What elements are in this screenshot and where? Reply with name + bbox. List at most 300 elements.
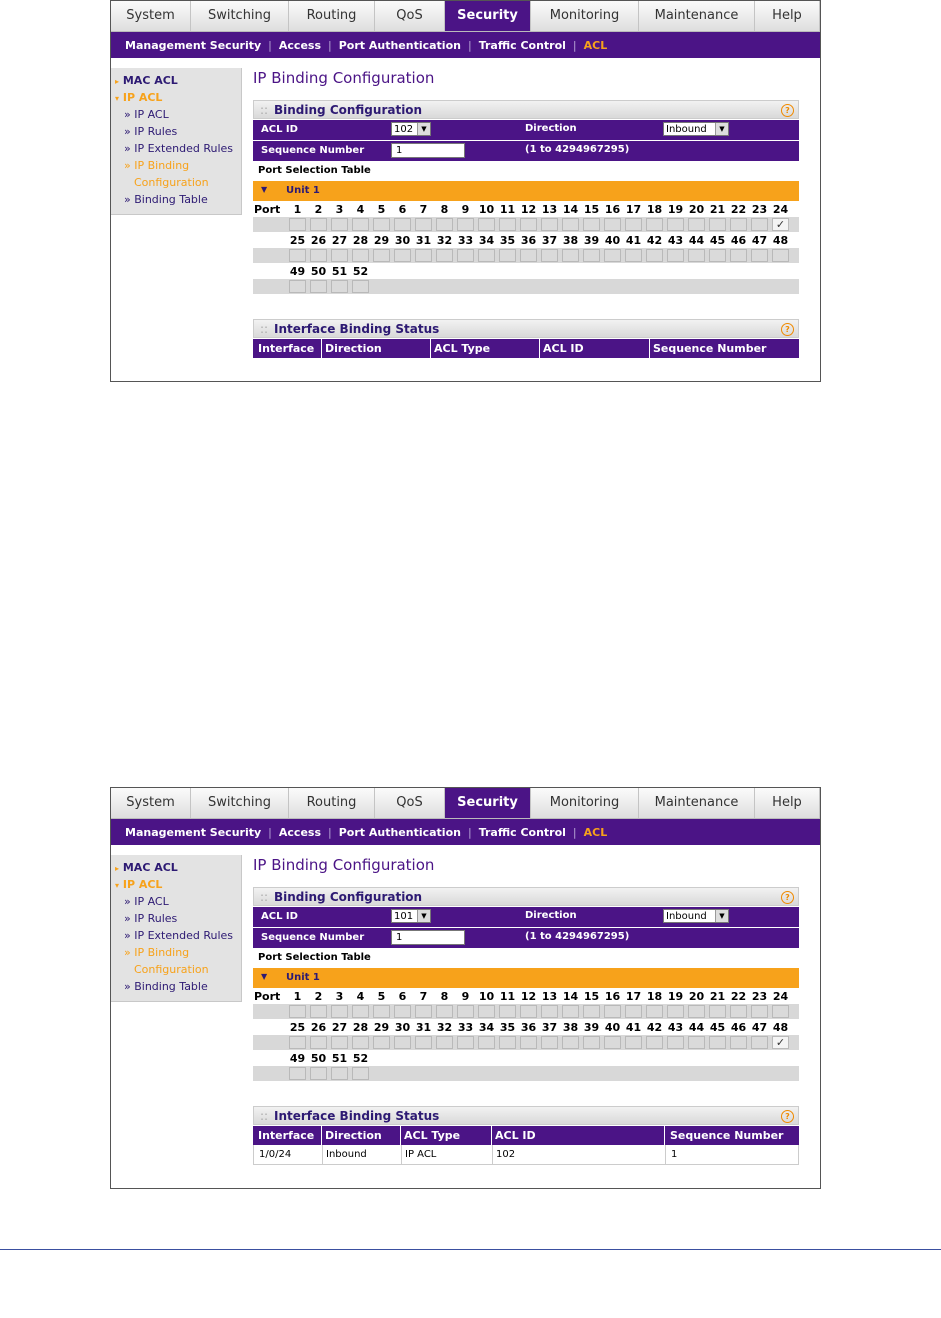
column-divider — [400, 1126, 401, 1145]
port-checkbox[interactable] — [583, 1036, 600, 1049]
column-divider — [665, 1145, 666, 1164]
port-checkbox[interactable] — [331, 249, 348, 262]
tab-qos[interactable]: QoS — [375, 1, 445, 31]
port-number: 2 — [314, 990, 323, 1003]
port-checkbox[interactable] — [289, 280, 306, 293]
sequence-input[interactable]: 1 — [391, 930, 465, 945]
direction-label: Direction — [525, 910, 577, 921]
tab-routing[interactable]: Routing — [289, 788, 375, 818]
port-number: 23 — [751, 990, 768, 1003]
help-icon[interactable]: ? — [781, 891, 794, 904]
port-grid — [253, 201, 799, 294]
port-number: 28 — [352, 1021, 369, 1034]
section-title: Interface Binding Status — [274, 322, 440, 336]
port-number: 28 — [352, 234, 369, 247]
tab-help[interactable]: Help — [755, 1, 820, 31]
port-checkbox[interactable] — [751, 1036, 768, 1049]
port-number: 39 — [583, 1021, 600, 1034]
main-content — [253, 855, 799, 1165]
port-checkbox[interactable] — [289, 218, 306, 231]
column-divider — [430, 339, 431, 358]
port-checkbox[interactable] — [436, 249, 453, 262]
port-checkbox[interactable] — [436, 1036, 453, 1049]
port-number: 37 — [541, 234, 558, 247]
port-checkbox[interactable] — [310, 1036, 327, 1049]
tab-system[interactable]: System — [111, 1, 191, 31]
port-label: Port — [254, 990, 281, 1003]
column-divider — [321, 339, 322, 358]
sequence-row — [253, 141, 799, 161]
port-checkbox[interactable] — [583, 218, 600, 231]
subnav-traffic-control[interactable]: Traffic Control — [478, 38, 566, 52]
port-checkbox[interactable] — [604, 218, 621, 231]
port-checkbox-row — [253, 217, 799, 232]
port-checkbox[interactable] — [625, 249, 642, 262]
port-number: 6 — [398, 203, 407, 216]
port-checkbox[interactable] — [457, 1005, 474, 1018]
port-selection-title: Port Selection Table — [258, 952, 371, 963]
port-checkbox[interactable] — [352, 1005, 369, 1018]
port-number: 17 — [625, 203, 642, 216]
port-checkbox[interactable] — [331, 1036, 348, 1049]
table-row[interactable] — [253, 1145, 799, 1165]
port-checkbox[interactable] — [730, 1005, 747, 1018]
column-divider — [491, 1126, 492, 1145]
port-number: 44 — [688, 1021, 705, 1034]
port-number: 40 — [604, 234, 621, 247]
collapse-icon[interactable]: ▼ — [261, 185, 268, 194]
acl-id-row — [253, 120, 799, 140]
port-number: 45 — [709, 1021, 726, 1034]
side-item-ip-binding[interactable]: » IP Binding — [124, 159, 190, 172]
port-checkbox[interactable]: ✓ — [772, 218, 789, 231]
subnav-acl[interactable]: ACL — [583, 825, 608, 839]
port-number: 51 — [331, 265, 348, 278]
sub-navigation: Management Security | Access | Port Authentication | Traffic Control | ACL — [111, 32, 820, 58]
collapse-icon[interactable]: ▼ — [261, 972, 268, 981]
side-item-label: MAC ACL — [122, 861, 178, 874]
tab-monitoring[interactable]: Monitoring — [531, 788, 639, 818]
col-acl-id-header[interactable]: ACL ID — [495, 1129, 536, 1142]
tab-switching[interactable]: Switching — [191, 1, 289, 31]
port-checkbox[interactable] — [310, 218, 327, 231]
port-checkbox[interactable] — [373, 1005, 390, 1018]
port-checkbox[interactable] — [310, 1005, 327, 1018]
port-checkbox[interactable] — [562, 218, 579, 231]
unit-row[interactable] — [253, 181, 799, 201]
help-icon[interactable]: ? — [781, 1110, 794, 1123]
port-checkbox[interactable] — [604, 249, 621, 262]
port-checkbox[interactable] — [772, 249, 789, 262]
subnav-management-security[interactable]: Management Security — [125, 825, 262, 839]
subnav-access[interactable]: Access — [278, 825, 321, 839]
acl-id-select[interactable] — [391, 122, 431, 136]
port-number: 21 — [709, 203, 726, 216]
side-item-ip-rules[interactable]: » IP Rules — [124, 912, 178, 925]
port-number: 38 — [562, 1021, 579, 1034]
port-checkbox[interactable] — [373, 249, 390, 262]
port-checkbox[interactable] — [457, 249, 474, 262]
port-number: 37 — [541, 1021, 558, 1034]
acl-id-value: 102 — [394, 124, 414, 135]
port-checkbox[interactable] — [520, 218, 537, 231]
port-number: 27 — [331, 1021, 348, 1034]
port-number-row — [253, 988, 799, 1004]
side-item-ip-binding-cont[interactable]: Configuration — [134, 176, 209, 189]
port-checkbox[interactable] — [352, 249, 369, 262]
port-checkbox[interactable] — [541, 249, 558, 262]
port-checkbox[interactable] — [310, 1067, 327, 1080]
port-checkbox[interactable] — [331, 218, 348, 231]
tab-help[interactable]: Help — [755, 788, 820, 818]
tab-maintenance[interactable]: Maintenance — [639, 788, 755, 818]
port-checkbox[interactable] — [394, 1005, 411, 1018]
port-checkbox[interactable] — [709, 1005, 726, 1018]
port-checkbox[interactable] — [625, 1005, 642, 1018]
port-checkbox[interactable] — [520, 1005, 537, 1018]
col-direction-header[interactable]: Direction — [325, 1129, 382, 1142]
acl-id-label: ACL ID — [261, 124, 298, 135]
status-table-body — [253, 1145, 799, 1165]
chevron-down-icon: ▼ — [417, 910, 430, 922]
port-number: 26 — [310, 1021, 327, 1034]
port-checkbox[interactable] — [331, 280, 348, 293]
port-number: 30 — [394, 1021, 411, 1034]
port-number: 49 — [289, 1052, 306, 1065]
subnav-traffic-control[interactable]: Traffic Control — [478, 825, 566, 839]
port-checkbox[interactable] — [394, 249, 411, 262]
binding-config-header: :: Binding Configuration ? — [253, 887, 799, 906]
binding-status-header: :: Interface Binding Status ? — [253, 319, 799, 338]
port-number-row — [253, 263, 799, 279]
col-sequence-number-header[interactable]: Sequence Number — [670, 1129, 784, 1142]
port-checkbox[interactable] — [310, 249, 327, 262]
port-checkbox[interactable] — [604, 1036, 621, 1049]
tab-maintenance[interactable]: Maintenance — [639, 1, 755, 31]
port-checkbox[interactable] — [415, 218, 432, 231]
port-checkbox[interactable] — [730, 1036, 747, 1049]
top-tab-bar — [111, 1, 820, 32]
port-number: 50 — [310, 265, 327, 278]
port-checkbox[interactable] — [478, 1005, 495, 1018]
port-checkbox[interactable] — [604, 1005, 621, 1018]
port-number: 44 — [688, 234, 705, 247]
port-number: 18 — [646, 203, 663, 216]
port-number: 38 — [562, 234, 579, 247]
port-checkbox[interactable] — [331, 1005, 348, 1018]
direction-select[interactable] — [663, 909, 729, 923]
port-number: 41 — [625, 234, 642, 247]
help-icon[interactable]: ? — [781, 104, 794, 117]
port-checkbox[interactable] — [688, 1005, 705, 1018]
port-checkbox[interactable] — [352, 1036, 369, 1049]
chevron-down-icon: ▼ — [715, 910, 728, 922]
port-checkbox[interactable] — [520, 1036, 537, 1049]
side-item-ip-acl-group[interactable]: ▾ IP ACL — [115, 91, 163, 104]
sequence-range-hint: (1 to 4294967295) — [525, 931, 630, 942]
col-interface-header[interactable]: Interface — [258, 342, 315, 355]
port-checkbox[interactable] — [373, 218, 390, 231]
section-title: Binding Configuration — [274, 890, 423, 904]
side-item-label: IP ACL — [122, 878, 163, 891]
port-number: 31 — [415, 234, 432, 247]
port-checkbox[interactable] — [730, 218, 747, 231]
port-checkbox[interactable] — [436, 218, 453, 231]
port-checkbox[interactable] — [646, 1005, 663, 1018]
port-checkbox[interactable] — [709, 1036, 726, 1049]
port-number: 1 — [293, 203, 302, 216]
port-checkbox[interactable] — [730, 249, 747, 262]
port-number: 10 — [478, 990, 495, 1003]
port-number: 14 — [562, 990, 579, 1003]
sequence-label: Sequence Number — [261, 145, 365, 156]
port-number: 7 — [419, 203, 428, 216]
port-checkbox[interactable] — [667, 218, 684, 231]
port-checkbox[interactable] — [646, 249, 663, 262]
tab-routing[interactable]: Routing — [289, 1, 375, 31]
port-number: 9 — [461, 203, 470, 216]
col-acl-type-header[interactable]: ACL Type — [404, 1129, 461, 1142]
col-acl-id-header[interactable]: ACL ID — [543, 342, 584, 355]
port-checkbox[interactable] — [478, 218, 495, 231]
subnav-acl[interactable]: ACL — [583, 38, 608, 52]
section-title: Interface Binding Status — [274, 1109, 440, 1123]
unit-row[interactable] — [253, 968, 799, 988]
port-checkbox[interactable] — [394, 1036, 411, 1049]
cell-direction: Inbound — [326, 1149, 367, 1160]
port-number: 35 — [499, 234, 516, 247]
port-number: 19 — [667, 990, 684, 1003]
page-title: IP Binding Configuration — [253, 856, 435, 874]
port-number: 15 — [583, 203, 600, 216]
port-number: 34 — [478, 1021, 495, 1034]
sub-navigation: Management Security | Access | Port Authentication | Traffic Control | ACL — [111, 819, 820, 845]
port-number: 11 — [499, 990, 516, 1003]
port-checkbox[interactable] — [499, 1005, 516, 1018]
port-checkbox[interactable] — [457, 1036, 474, 1049]
side-item-binding-table[interactable]: » Binding Table — [124, 193, 208, 206]
port-number: 39 — [583, 234, 600, 247]
port-number: 42 — [646, 1021, 663, 1034]
port-number: 8 — [440, 203, 449, 216]
port-label: Port — [254, 203, 281, 216]
port-number: 51 — [331, 1052, 348, 1065]
unit-label: Unit 1 — [286, 972, 320, 983]
port-number: 32 — [436, 234, 453, 247]
port-checkbox[interactable] — [688, 218, 705, 231]
port-number: 35 — [499, 1021, 516, 1034]
cell-sequence: 1 — [671, 1149, 678, 1160]
side-item-mac-acl[interactable]: ▸ MAC ACL — [115, 74, 178, 87]
port-checkbox-row — [253, 248, 799, 263]
port-checkbox[interactable] — [457, 218, 474, 231]
port-checkbox[interactable] — [478, 249, 495, 262]
column-divider — [492, 1145, 493, 1164]
column-divider — [401, 1145, 402, 1164]
port-number: 43 — [667, 1021, 684, 1034]
port-checkbox[interactable] — [583, 1005, 600, 1018]
tab-monitoring[interactable]: Monitoring — [531, 1, 639, 31]
side-item-ip-binding[interactable]: » IP Binding — [124, 946, 190, 959]
port-number: 43 — [667, 234, 684, 247]
port-number: 22 — [730, 990, 747, 1003]
tab-system[interactable]: System — [111, 788, 191, 818]
column-divider — [321, 1126, 322, 1145]
port-number: 47 — [751, 1021, 768, 1034]
binding-config-header: :: Binding Configuration ? — [253, 100, 799, 119]
subnav-port-authentication[interactable]: Port Authentication — [338, 825, 461, 839]
port-number: 19 — [667, 203, 684, 216]
port-checkbox[interactable] — [562, 1005, 579, 1018]
page-footer-rule — [0, 1249, 941, 1250]
col-direction-header[interactable]: Direction — [325, 342, 382, 355]
port-checkbox[interactable] — [772, 1005, 789, 1018]
port-checkbox[interactable] — [541, 1005, 558, 1018]
port-checkbox[interactable] — [562, 249, 579, 262]
port-number: 36 — [520, 1021, 537, 1034]
port-checkbox[interactable] — [541, 1036, 558, 1049]
port-number: 15 — [583, 990, 600, 1003]
port-checkbox[interactable] — [751, 218, 768, 231]
port-number: 25 — [289, 234, 306, 247]
port-checkbox[interactable] — [352, 280, 369, 293]
port-checkbox[interactable] — [520, 249, 537, 262]
port-checkbox[interactable] — [646, 1036, 663, 1049]
port-checkbox[interactable] — [541, 218, 558, 231]
port-number-row — [253, 232, 799, 248]
port-checkbox[interactable] — [667, 1005, 684, 1018]
port-number: 13 — [541, 990, 558, 1003]
port-checkbox[interactable] — [289, 249, 306, 262]
sequence-input[interactable]: 1 — [391, 143, 465, 158]
port-number: 46 — [730, 234, 747, 247]
port-checkbox[interactable] — [436, 1005, 453, 1018]
screenshot-before-binding — [110, 0, 821, 382]
port-number: 12 — [520, 990, 537, 1003]
port-checkbox[interactable] — [499, 1036, 516, 1049]
port-checkbox-row — [253, 1004, 799, 1019]
port-checkbox[interactable] — [415, 1005, 432, 1018]
port-checkbox[interactable] — [352, 1067, 369, 1080]
port-checkbox[interactable] — [583, 249, 600, 262]
tab-security[interactable]: Security — [445, 788, 531, 818]
col-sequence-number-header[interactable]: Sequence Number — [653, 342, 767, 355]
port-checkbox[interactable] — [625, 218, 642, 231]
port-checkbox[interactable] — [499, 249, 516, 262]
direction-label: Direction — [525, 123, 577, 134]
side-item-ip-acl[interactable]: » IP ACL — [124, 895, 169, 908]
port-checkbox[interactable] — [688, 1036, 705, 1049]
side-item-ip-extended-rules[interactable]: » IP Extended Rules — [124, 929, 234, 942]
port-checkbox[interactable] — [289, 1005, 306, 1018]
port-checkbox[interactable] — [709, 218, 726, 231]
tab-security[interactable]: Security — [445, 1, 531, 31]
port-number: 4 — [356, 990, 365, 1003]
sequence-row — [253, 928, 799, 948]
port-number: 22 — [730, 203, 747, 216]
col-acl-type-header[interactable]: ACL Type — [434, 342, 491, 355]
port-number: 29 — [373, 234, 390, 247]
port-checkbox[interactable] — [478, 1036, 495, 1049]
tab-qos[interactable]: QoS — [375, 788, 445, 818]
side-item-ip-rules[interactable]: » IP Rules — [124, 125, 178, 138]
side-item-ip-binding-cont[interactable]: Configuration — [134, 963, 209, 976]
port-number: 6 — [398, 990, 407, 1003]
section-title: Binding Configuration — [274, 103, 423, 117]
port-checkbox[interactable] — [625, 1036, 642, 1049]
binding-status-header: :: Interface Binding Status ? — [253, 1106, 799, 1125]
side-item-ip-acl[interactable]: » IP ACL — [124, 108, 169, 121]
cell-acl_type: IP ACL — [405, 1149, 437, 1160]
acl-id-value: 101 — [394, 911, 414, 922]
subnav-port-authentication[interactable]: Port Authentication — [338, 38, 461, 52]
port-checkbox[interactable] — [688, 249, 705, 262]
port-checkbox[interactable] — [331, 1067, 348, 1080]
port-number: 18 — [646, 990, 663, 1003]
port-checkbox[interactable] — [646, 218, 663, 231]
port-checkbox[interactable] — [751, 249, 768, 262]
port-number: 52 — [352, 265, 369, 278]
port-checkbox[interactable] — [415, 249, 432, 262]
port-checkbox[interactable] — [415, 1036, 432, 1049]
tab-switching[interactable]: Switching — [191, 788, 289, 818]
port-checkbox[interactable] — [751, 1005, 768, 1018]
side-item-mac-acl[interactable]: ▸ MAC ACL — [115, 861, 178, 874]
screenshot-after-binding — [110, 787, 821, 1189]
port-checkbox[interactable] — [499, 218, 516, 231]
sequence-range-hint: (1 to 4294967295) — [525, 144, 630, 155]
port-number: 20 — [688, 990, 705, 1003]
direction-value: Inbound — [666, 911, 707, 922]
side-item-ip-acl-group[interactable]: ▾ IP ACL — [115, 878, 163, 891]
port-checkbox[interactable] — [562, 1036, 579, 1049]
port-checkbox[interactable] — [352, 218, 369, 231]
side-item-binding-table[interactable]: » Binding Table — [124, 980, 208, 993]
acl-id-select[interactable] — [391, 909, 431, 923]
port-number: 33 — [457, 1021, 474, 1034]
direction-select[interactable] — [663, 122, 729, 136]
port-number: 49 — [289, 265, 306, 278]
port-number-row — [253, 1019, 799, 1035]
col-interface-header[interactable]: Interface — [258, 1129, 315, 1142]
port-number: 1 — [293, 990, 302, 1003]
side-item-label: MAC ACL — [122, 74, 178, 87]
port-number: 12 — [520, 203, 537, 216]
port-checkbox[interactable]: ✓ — [772, 1036, 789, 1049]
port-checkbox[interactable] — [709, 249, 726, 262]
help-icon[interactable]: ? — [781, 323, 794, 336]
port-number: 26 — [310, 234, 327, 247]
port-number-row — [253, 1050, 799, 1066]
port-checkbox[interactable] — [310, 280, 327, 293]
port-checkbox[interactable] — [667, 249, 684, 262]
port-checkbox[interactable] — [289, 1067, 306, 1080]
port-checkbox[interactable] — [394, 218, 411, 231]
subnav-management-security[interactable]: Management Security — [125, 38, 262, 52]
subnav-access[interactable]: Access — [278, 38, 321, 52]
port-number: 31 — [415, 1021, 432, 1034]
port-checkbox[interactable] — [289, 1036, 306, 1049]
port-number: 34 — [478, 234, 495, 247]
port-checkbox[interactable] — [667, 1036, 684, 1049]
side-menu — [111, 855, 242, 1002]
port-number: 13 — [541, 203, 558, 216]
port-checkbox[interactable] — [373, 1036, 390, 1049]
port-number: 8 — [440, 990, 449, 1003]
port-number: 4 — [356, 203, 365, 216]
port-number: 17 — [625, 990, 642, 1003]
side-item-ip-extended-rules[interactable]: » IP Extended Rules — [124, 142, 234, 155]
